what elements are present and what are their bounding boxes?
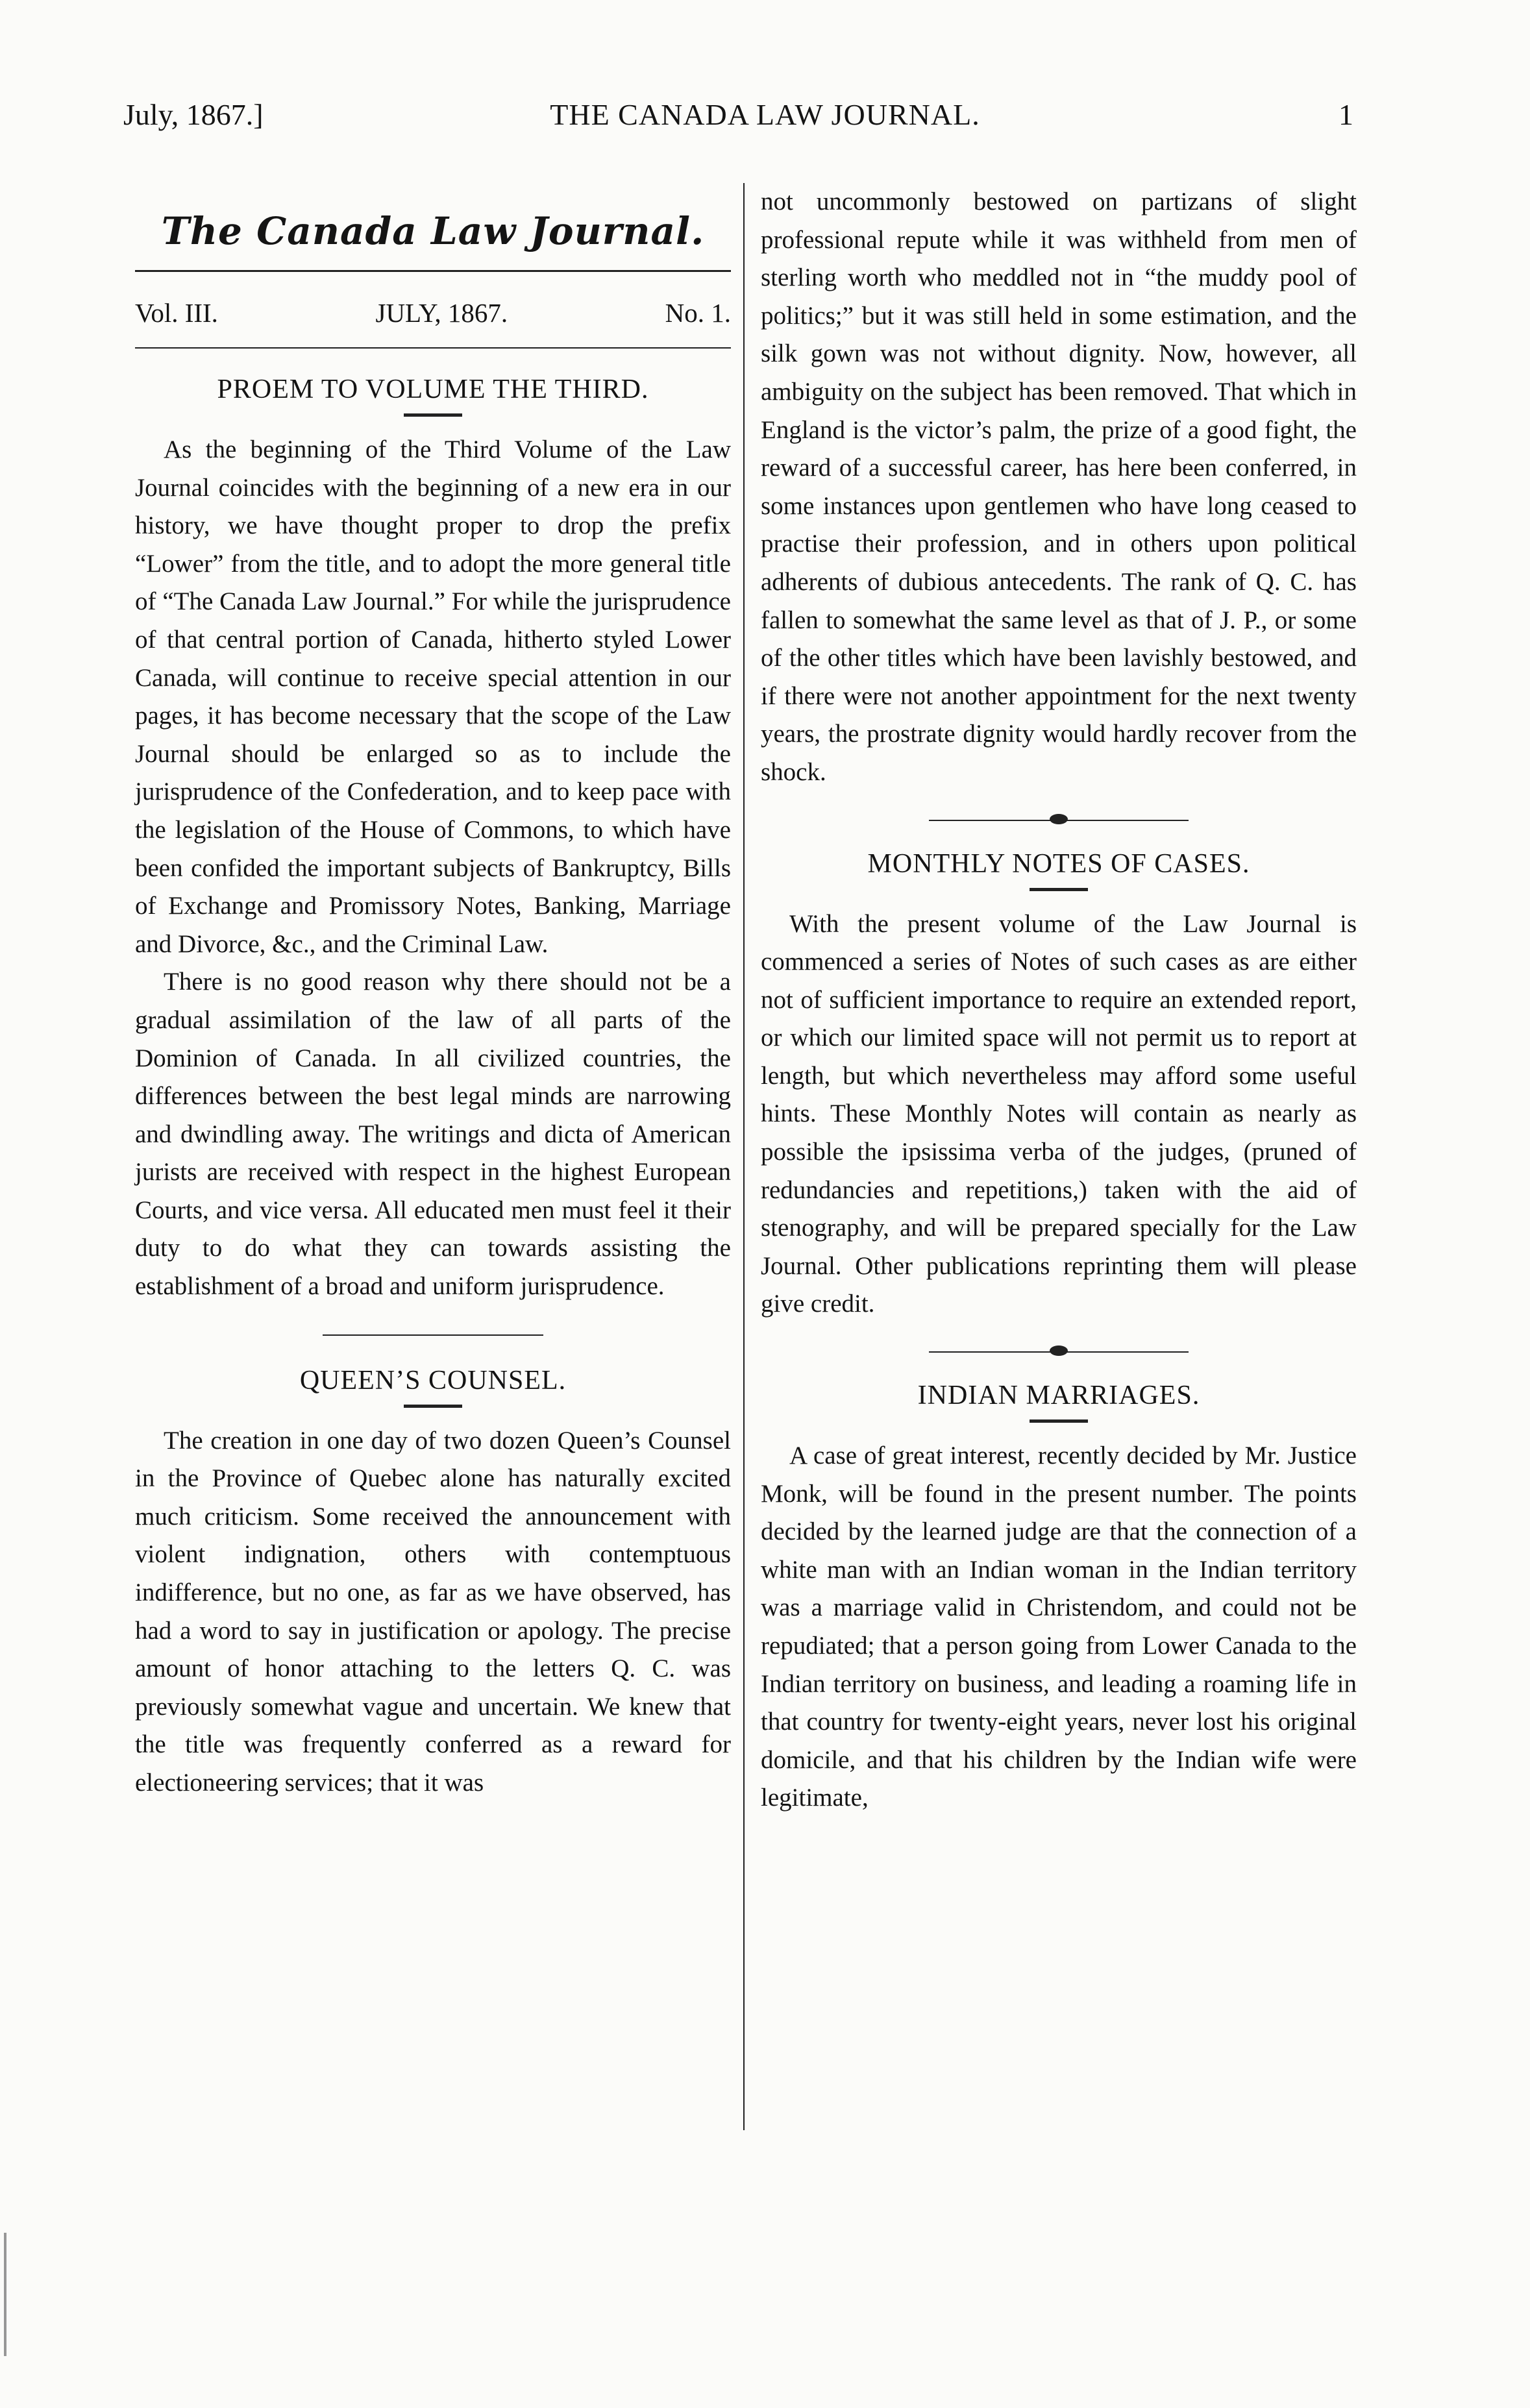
indian-marriages-paragraph: A case of great interest, recently decided by Mr. Justice Monk, will be found in the present number. The points decided by the learned judge are that the connection of a white man with an Indian woman in the Indian territory was a marriage valid in Christendom, and could not be repudiated; that a person going from Lower Canada to the Indian territory on business, and leading a roaming life in that country for twenty-eight years, never lost his original domicile, and that his children by the Indian wife were legitimate, [761, 1442, 1357, 1812]
masthead-rule [135, 270, 731, 272]
heading-bar [404, 413, 462, 417]
column-divider [743, 183, 745, 2130]
page-number: 1 [1339, 98, 1353, 131]
running-head-title: THE CANADA LAW JOURNAL. [550, 98, 980, 131]
proem-paragraph-1: As the beginning of the Third Volume of the Law Journal coincides with the beginning of a new era in our history, we have thought proper to drop the prefix “Lower” from the title, and to adopt the more general title of “The Canada Law Journal.” For while the jurisprudence of that central portion of Canada, hitherto styled Lower Canada, will continue to receive special attention in our pages, it has become necessary that the scope of the Law Journal should be enlarged so as to include the jurisprudence of the Confederation, and to keep pace with the legislation of the House of Commons, to which have been confided the important subjects of Bankruptcy, Bills of Exchange and Promissory Notes, Banking, Marriage and Divorce, &c., and the Criminal Law. [135, 436, 731, 958]
queens-counsel-heading: QUEEN’S COUNSEL. [299, 1365, 567, 1395]
ornamental-separator [929, 1349, 1189, 1355]
left-column [135, 183, 731, 1802]
queens-counsel-paragraph-1: The creation in one day of two dozen Queen’s Counsel in the Province of Quebec alone has naturally excited much criticism. Some received the announcement with violent indignation, others with contemptuous indifference, but no one, as far as we have observed, has had a word to say in justification or apology. The precise amount of honor attaching to the letters Q. C. was previously somewhat vague and uncertain. We knew that the title was frequently conferred as a reward for electioneering services; that it was [135, 1426, 731, 1797]
heading-bar [1030, 888, 1088, 891]
indian-marriages-heading: INDIAN MARRIAGES. [917, 1381, 1200, 1411]
right-column [761, 183, 1357, 1817]
monthly-notes-heading: MONTHLY NOTES OF CASES. [867, 848, 1250, 879]
binding-mark [4, 2233, 6, 2356]
heading-bar [404, 1405, 462, 1408]
heading-bar [1030, 1419, 1088, 1423]
section-separator [323, 1334, 543, 1336]
volume-line [135, 294, 731, 332]
proem-paragraph-2: There is no good reason why there should not be a gradual assimilation of the law of all parts of the Dominion of Canada. In all civilized countries, the differences between the best legal minds are narrowing and dwindling away. The writings and dicta of American jurists are received with respect in the highest European Courts, and vice versa. All educated men must feel it their duty to do what they can towards assisting the establishment of a broad and uniform jurisprudence. [135, 968, 731, 1301]
ornamental-separator [929, 818, 1189, 823]
running-head-date: July, 1867.] [123, 98, 264, 131]
proem-heading: PROEM TO VOLUME THE THIRD. [217, 375, 649, 404]
running-head [0, 97, 1530, 149]
volume-rule [135, 347, 731, 349]
issue-number: No. 1. [665, 298, 731, 328]
masthead: The Canada Law Journal. [161, 209, 705, 253]
issue-date: JULY, 1867. [375, 298, 508, 328]
monthly-notes-paragraph: With the present volume of the Law Journal is commenced a series of Notes of such cases as are either not of sufficient importance to require an extended report, or which our limited space will not permit us to report at length, but which nevertheless may afford some useful hints. These Monthly Notes will contain as nearly as possible the ipsissima verba of the judges, (pruned of redundancies and repetitions,) taken with the aid of stenography, and will be prepared specially for the Law Journal. Other publications reprinting them will please give credit. [761, 909, 1357, 1318]
queens-counsel-continuation: not uncommonly bestowed on partizans of slight professional repute while it was withheld from men of sterling worth who meddled not in “the muddy pool of politics;” but it was still held in some estimation, and the silk gown was not without dignity. Now, however, all ambiguity on the subject has been removed. That which in England is the victor’s palm, the prize of a good fight, the reward of a successful career, has here been conferred, in some instances upon gentlemen who have long ceased to practise their profession, and in others upon political adherents of dubious antecedents. The rank of Q. C. has fallen to somewhat the same level as that of J. P., or some of the other titles which have been lavishly bestowed, and if there were not another appointment for the next twenty years, the prostrate dignity would hardly recover from the shock. [761, 188, 1357, 786]
volume-number: Vol. III. [135, 298, 218, 328]
